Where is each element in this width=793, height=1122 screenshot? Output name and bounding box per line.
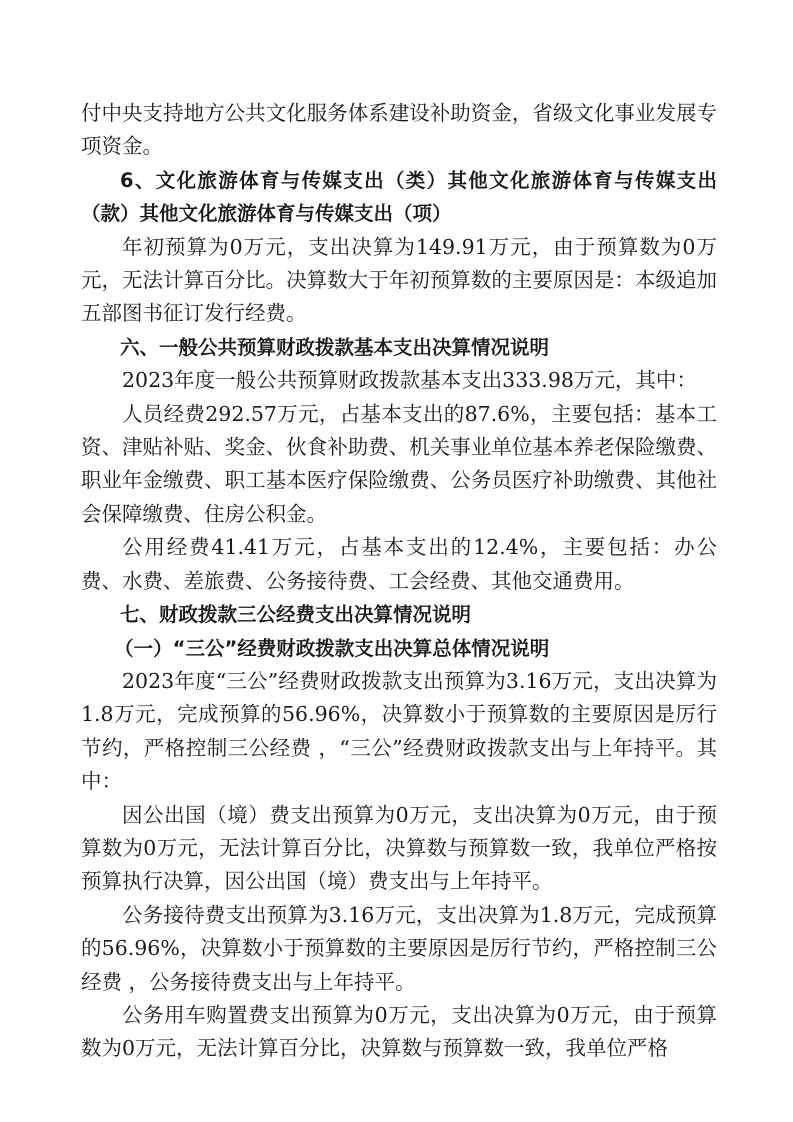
document-page <box>81 97 717 1066</box>
paragraph-body: 因公出国（境）费支出预算为0万元，支出决算为0万元，由于预算数为0万元，无法计算百分比，决算数与预算数一致，我单位严格按预算执行决算，因公出国（境）费支出与上年持平。 <box>81 802 717 894</box>
paragraph-body: 人员经费292.57万元，占基本支出的87.6%，主要包括：基本工资、津贴补贴、奖金、伙食补助费、机关事业单位基本养老保险缴费、职业年金缴费、职工基本医疗保险缴费、公务员医疗补助缴费、其他社会保障缴费、住房公积金。 <box>81 401 717 526</box>
paragraph-body: 2023年度一般公共预算财政拨款基本支出333.98万元，其中： <box>122 368 697 393</box>
subsection-heading-overall: （一）“三公”经费财政拨款支出决算总体情况说明 <box>114 636 550 660</box>
paragraph-body: 年初预算为0万元，支出决算为149.91万元，由于预算数为0万元，无法计算百分比。决算数大于年初预算数的主要原因是：本级追加五部图书征订发行经费。 <box>81 234 717 326</box>
paragraph-continuation: 付中央支持地方公共文化服务体系建设补助资金，省级文化事业发展专项资金。 <box>81 101 717 159</box>
section-heading-basic-expenditure: 六、一般公共预算财政拨款基本支出决算情况说明 <box>120 335 550 359</box>
paragraph-body: 2023年度“三公”经费财政拨款支出预算为3.16万元，支出决算为1.8万元，完成预算的56.96%，决算数小于预算数的主要原因是厉行节约，严格控制三公经费 ，“三公”经费财政拨款支出与上年持平。其中： <box>81 668 717 794</box>
paragraph-body: 公务用车购置费支出预算为0万元，支出决算为0万元，由于预算数为0万元，无法计算百分比，决算数与预算数一致，我单位严格 <box>81 1002 717 1061</box>
section-heading-6: 6、文化旅游体育与传媒支出（类）其他文化旅游体育与传媒支出（款）其他文化旅游体育与传媒支出（项） <box>81 168 717 226</box>
paragraph-body: 公务接待费支出预算为3.16万元，支出决算为1.8万元，完成预算的56.96%，决算数小于预算数的主要原因是厉行节约，严格控制三公经费 ，公务接待费支出与上年持平。 <box>81 902 717 994</box>
section-heading-three-public: 七、财政拨款三公经费支出决算情况说明 <box>120 603 472 627</box>
paragraph-body: 公用经费41.41万元，占基本支出的12.4%，主要包括：办公费、水费、差旅费、公务接待费、工会经费、其他交通费用。 <box>81 535 717 593</box>
